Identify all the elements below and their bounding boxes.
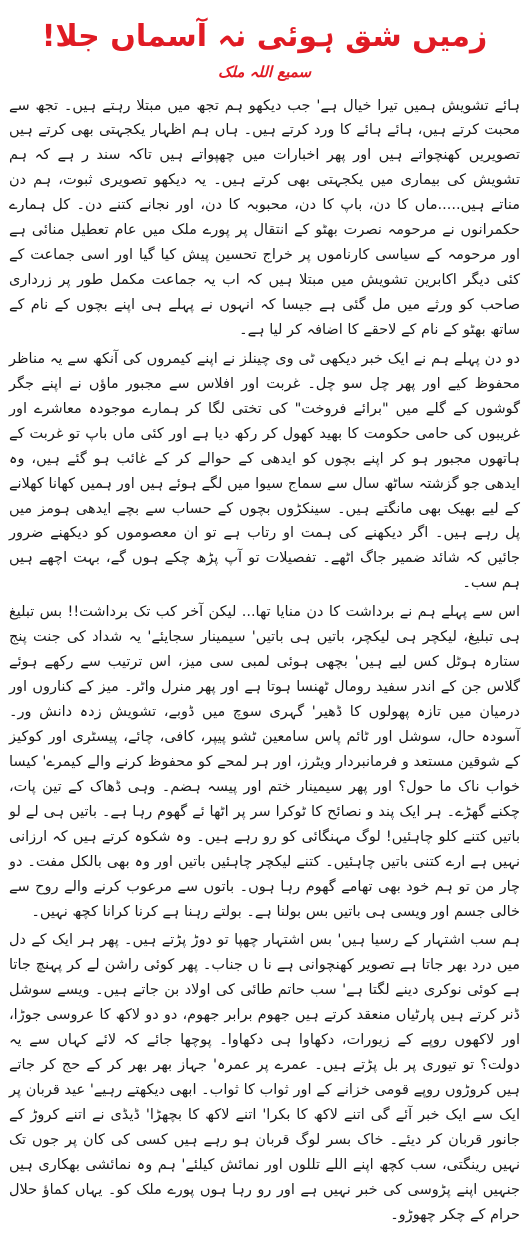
text-line: اس سے پہلے ہم نے برداشت کا دن منایا تھا... لیکن آخر کب تک برداشت!! بس تبلیغ ہی تبلیغ، لیکچر ہی لیکچر، باتیں ہی	[9, 604, 521, 646]
text-line: ئے گھوم رہا ہے۔ باتیں ہی لے لو باتیں کتنے کلو چاہئیں! لوگ مہنگائی کو رو رہے ہیں۔ وہ شکوہ کرتے ہیں کہ ارزانی نہیں	[9, 803, 520, 870]
text-line: دیگر اکابرین تشویش میں مبتلا ہیں کہ اب یہ جماعت مکمل طور پر زرداری صاحب کو ورثے میں مل گئی ہے جیسا کہ انہوں	[9, 272, 521, 313]
text-line: پڑھ چکے ہوں گے، بہت اچھے ہیں ہم سب۔	[9, 550, 520, 592]
text-line: نے پہلے ہی اپنے بچوں کے نام کے ساتھ بھٹو کے نام کے لاحقے کا اضافہ کر لیا ہے۔	[9, 297, 520, 338]
text-line: ہے نا ں جناب۔ پھر کوئی راشن لے کر پہنچ جاتا ہے کوئی نوکری دینے لگتا ہے' سب حاتم طائی کی اولاد بن جاتے ہیں۔	[9, 957, 520, 999]
text-line: حول؟ اور پھر سیمینار ختم اور پیسہ ہضم۔ وہی ڈھاک کے تین پات، چکنے گھڑے۔ ہر ایک پند و نصائح کا ٹوکرا سر پر اٹھا	[9, 778, 521, 820]
author-byline: سمیع اللہ ملک	[217, 63, 312, 81]
text-line: اور ہمیں کھانا کھلانے کے لیے بھیک بھی مانگتے ہیں۔ سینکڑوں بچوں کے حساب سے بچے ایدھی ہومز میں پل رہے	[9, 475, 521, 542]
text-line: کا دن، محبوبہ کا دن، اور نجانے کتنے دن۔ کل ہمارے حکمرانوں نے مرحومہ نصرت بھٹو کے انتقال پر پورے ملک	[9, 197, 521, 239]
text-line: کرتے ہیں۔ ہاں ہم اظہار یکجہتی بھی کرتے ہیں تصویریں کھنچواتے ہیں اور پھر اخبارات میں چھپواتے ہیں تاکہ سند ر	[9, 122, 521, 164]
text-line: سے ایک خبر آئے گی اتنے لاکھ کا بکرا' اتنے لاکھ کا بچھڑا' ڈیڈی نے اتنے کروڑ کے جانور قربان کر دیئے۔ خاک بسر	[9, 1107, 521, 1148]
text-line: ہے ارے کتنی باتیں چاہئیں۔ کتنے لیکچر چاہئیں باتیں اور وہ بھی بالکل مفت۔ دو چار من تو ہم خود بھی تھامے گھوم	[9, 853, 521, 895]
text-line: زیورات، دکھاوا ہی دکھاوا۔ پوچھا جائے کہ لائے کہاں سے یہ دولت؟ تو تیوری پر بل پڑتے ہیں۔ عمرے پر عمرہ' جہاز	[9, 1032, 520, 1074]
text-line: ہیں۔ اگر دیکھنے کی ہمت او رتاب ہے تو ان معصوموں کو دیکھنے ضرور جائیں کہ شائد ضمیر جاگ اٹھے۔ تفصیلات تو آپ	[9, 525, 520, 567]
text-line: دو دن پہلے ہم نے ایک خبر دیکھی ٹی وی چینلز نے اپنے کیمروں کی آنکھ سے یہ مناظر محفوظ کیے اور پھر چل سو چل۔	[9, 350, 521, 392]
text-line: غربت اور افلاس سے مجبور ماؤں نے اپنے جگر گوشوں کے گلے میں "برائے فروخت" کی تختی لگا کر ہمارے موجودہ	[9, 375, 520, 417]
article-paragraph	[9, 600, 520, 924]
text-line: ہائے تشویش ہمیں تیرا خیال ہے' جب دیکھو ہم تجھ میں مبتلا رہتے ہیں۔ تجھ سے محبت کرتے ہیں، ہائے ہائے کا ورد	[9, 97, 521, 139]
text-line: ہم سب اشتہار کے رسیا ہیں' بس اشتہار چھپا تو دوڑ پڑتے ہیں۔ پھر ہر ایک کے دل میں درد بھر جاتا ہے تصویر کھنچوانی	[9, 932, 521, 974]
text-line: کرانا کچھ نہیں۔	[31, 903, 130, 920]
article-title: زمیں شق ہوئی نہ آسماں جلا!	[41, 19, 488, 54]
article-paragraph	[9, 347, 520, 596]
article-body	[9, 94, 520, 1228]
text-line: گلاس جن کے اندر سفید رومال ٹھنسا ہوتا ہے اور پھر منرل واٹر۔ میز کے کناروں اور درمیان میں تازہ پھولوں کا	[9, 679, 521, 720]
text-line: ڈھیر' گہری سوچ میں ڈوبے، تشویش زدہ دانش ور۔ آسودہ حال، سوشل اور ٹائم پاس سامعین ٹشو پیپر، کافی، چائے،	[9, 704, 521, 745]
text-line: بچوں کو ایدھی کے حوالے کر کے غائب ہو گئے ہیں، وہ ایدھی جو گزشتہ ساٹھ سال سے سماج سیوا میں لگے ہوئے ہیں	[9, 450, 520, 492]
article-paragraph	[9, 928, 520, 1227]
text-line: پیسٹری اور کوکیز کے شوقین مستعد و فرمانبردار ویٹرز، اور ہر لمحے کو محفوظ کرنے والے کیمرے' کیسا خواب ناک ما	[9, 728, 521, 795]
text-line: بھر بھر کر کے حج کر جاتے ہیں کروڑوں روپے قومی خزانے کے اور ثواب کا ثواب۔ ابھی دیکھتے رہیے' عید قربان پر ایک	[9, 1057, 520, 1123]
text-line: لوگ قربان ہو رہے ہیں کسی کی کان پر جوں تک نہیں رینگتی، سب کچھ اپنے اللے تللوں اور نمائش کیلئے' ہم وہ نمائشی	[9, 1131, 521, 1173]
text-line: ویسے سوشل ڈنر کرتے ہیں پارٹیاں منعقد کرتے ہیں جھوم برابر جھوم، دو دو لاکھ کا عروسی جوڑا، اور لاکھوں روپے کے	[9, 982, 520, 1049]
article-paragraph	[9, 94, 520, 343]
text-line: بھکاری ہیں جنہیں اپنے پڑوسی کی خبر نہیں ہے اور رو رہا ہوں پورے ملک کو۔ یہاں کماؤ حلال حرام کے چکر چھوڑو۔	[9, 1156, 520, 1223]
text-line: میں عام تعطیل منائی ہے اور مرحومہ کے سیاسی کارناموں پر خراج تحسین پیش کیا گیا اور اسی جماعت کے کئی	[9, 222, 521, 289]
text-line: معاشرے اور غریبوں کی حامی حکومت کا بھید کھول کر رکھ دیا ہے اور کئی ماں باپ تو غربت کے ہاتھوں مجبور ہو کر اپنے	[9, 400, 521, 467]
text-line: رہا ہوں۔ باتوں سے مرعوب کرنے والے روح سے خالی جسم اور ویسی ہی باتیں بس بولنا ہے۔ بولتے رہنا ہے کرنا	[9, 878, 520, 920]
text-line: باتیں' سیمینار سجایئے' یہ شداد کی جنت پنج ستارہ ہوٹل کس لیے ہیں' بچھی ہوئی لمبی سی میز، اس ترتیب سے رکھے ہوئے	[9, 629, 520, 671]
text-line: ہے کہ ہم تشویش کی بیماری میں یکجہتی بھی کرتے ہیں۔ یہ دیکھو تصویری ثبوت، ہم دن مناتے ہیں.....ماں کا دن، باپ	[9, 147, 521, 214]
